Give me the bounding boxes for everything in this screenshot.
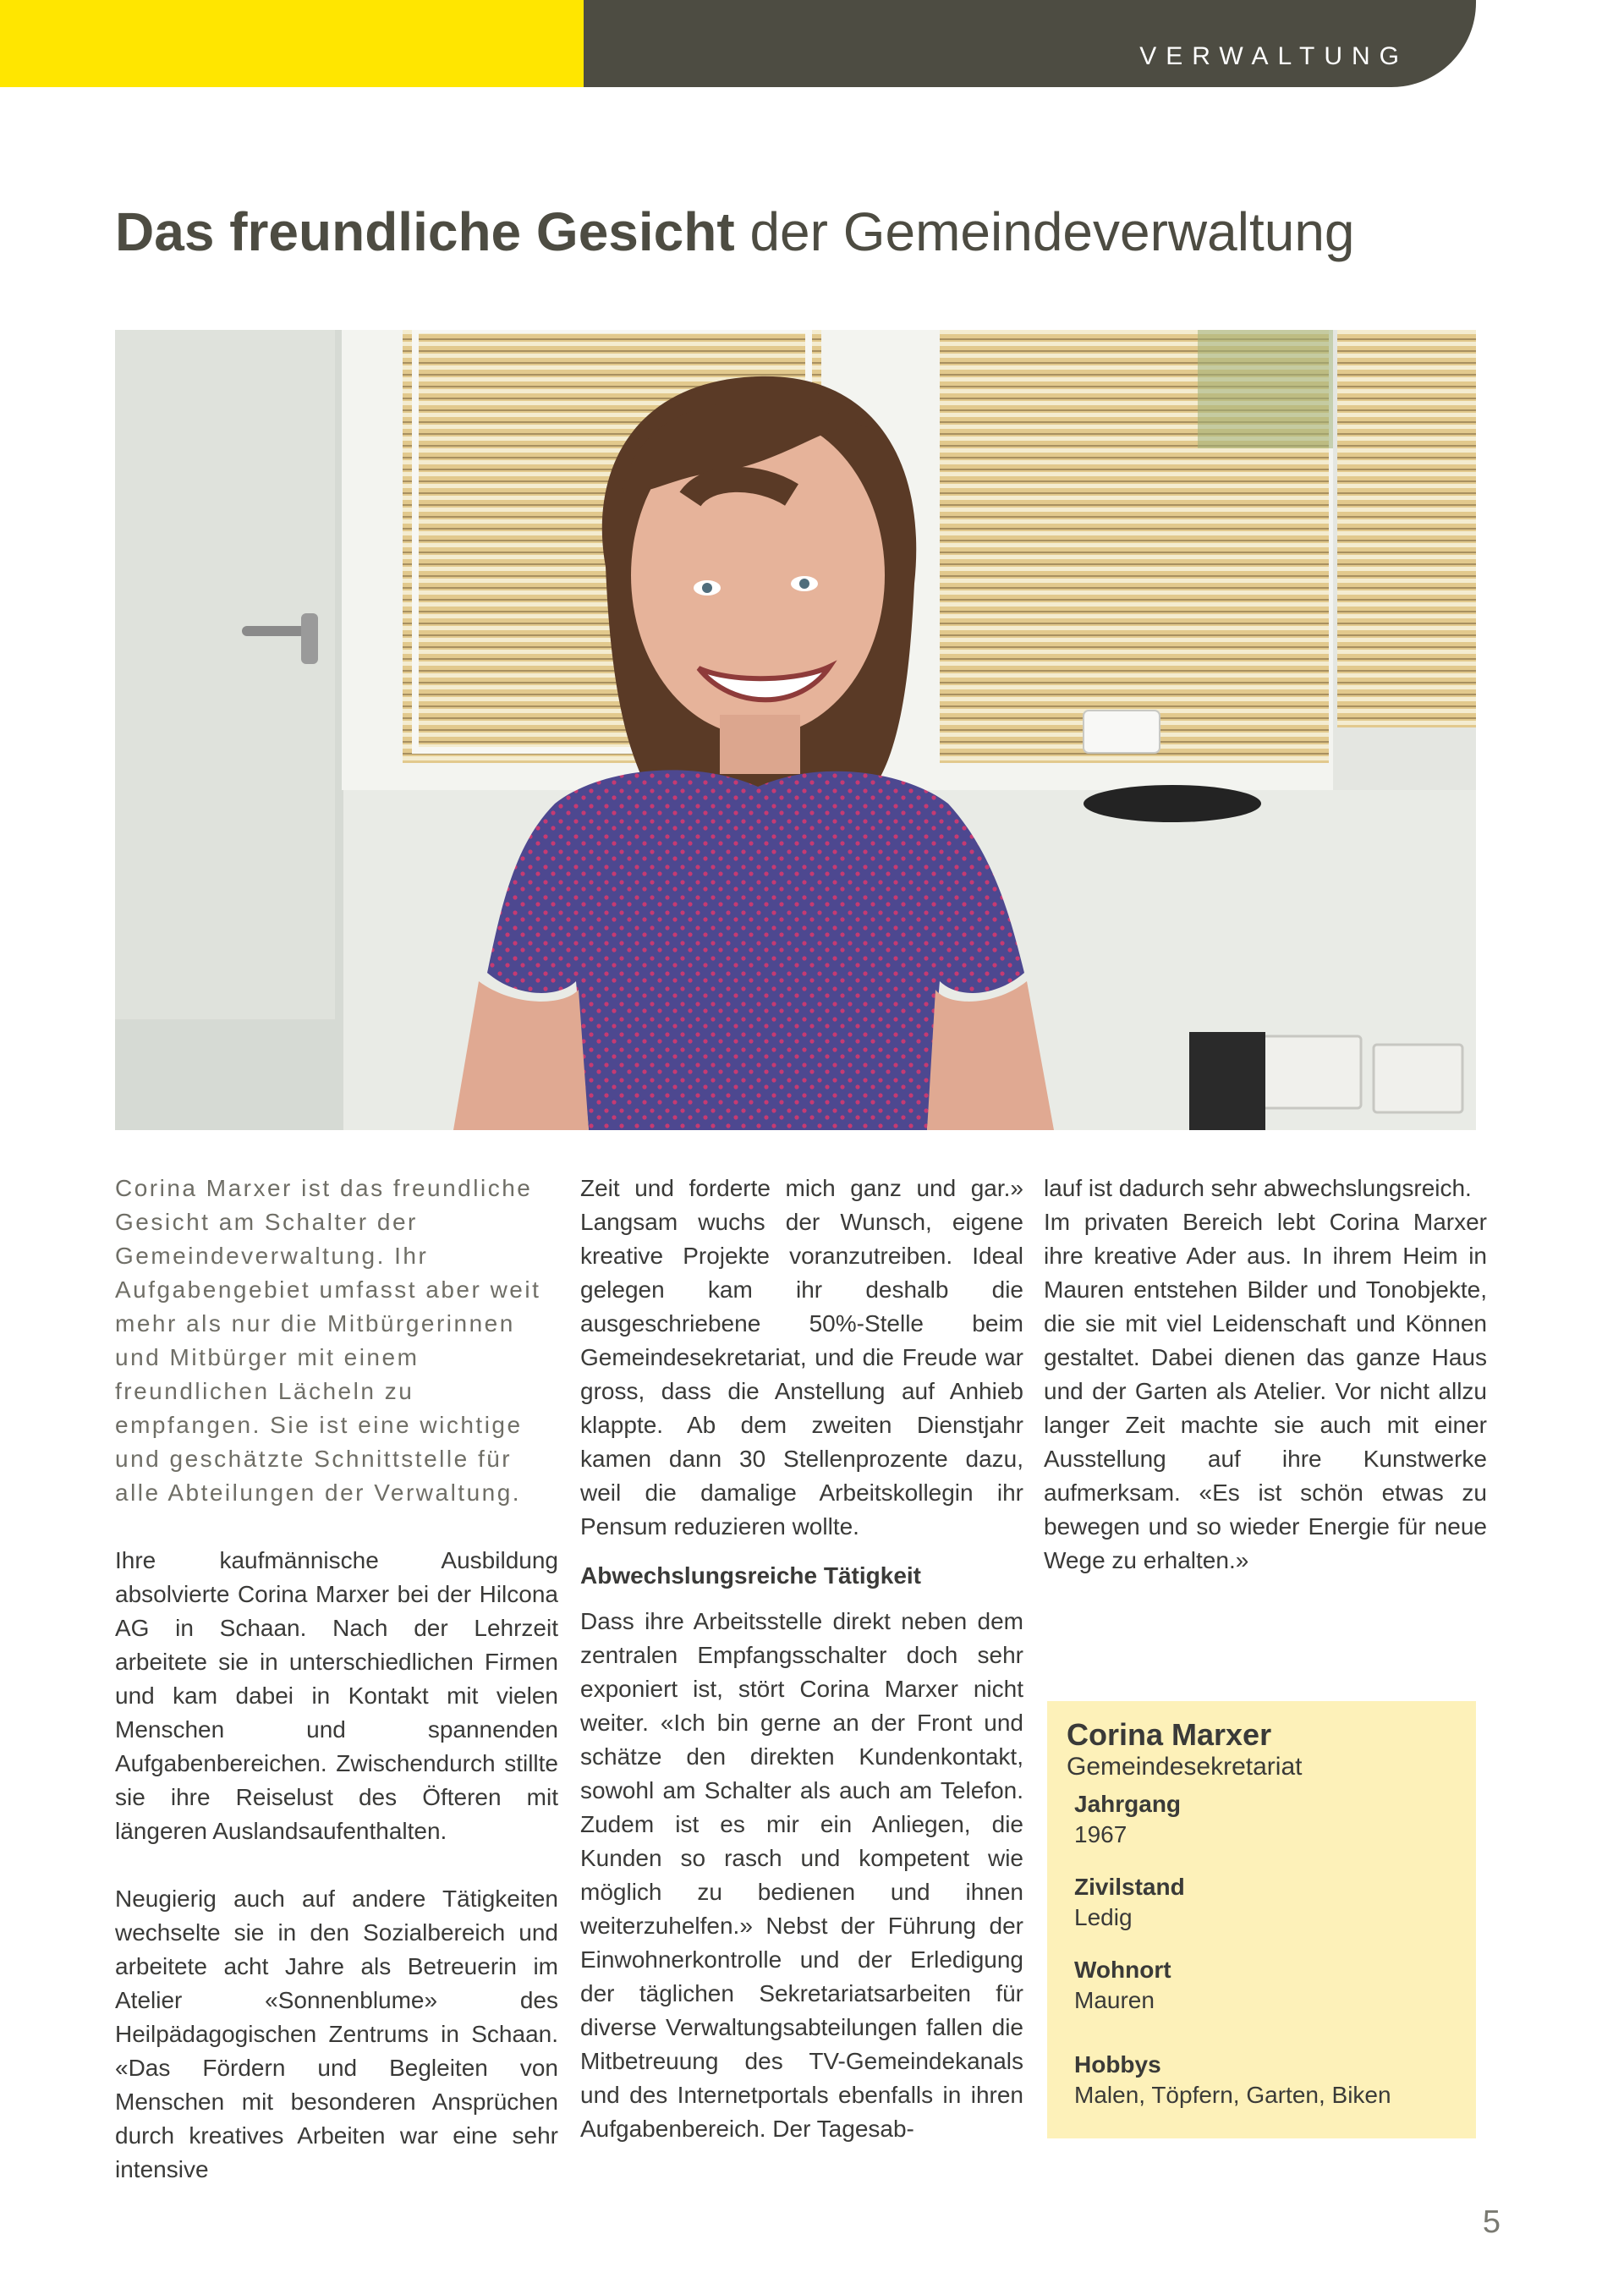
page-title xyxy=(115,200,1519,265)
profile-name: Corina Marxer xyxy=(1067,1717,1272,1752)
portrait-photo xyxy=(115,330,1476,1130)
header-accent-bar xyxy=(0,0,584,87)
fact-row xyxy=(1074,1789,1455,1850)
section-label: VERWALTUNG xyxy=(1139,42,1408,70)
article-paragraph: Im privaten Bereich lebt Corina Marxer ihre kreative Ader aus. In ihrem Heim in Mauren entstehen Bilder und Tonobjekte, die sie mit viel Leidenschaft und Können gestaltet. Dabei dienen das ganze Haus und der Garten als Atelier. Vor nicht allzu langer Zeit machte sie auch mit einer Ausstellung auf ihre Kunstwerke aufmerksam. «Es ist schön etwas zu bewegen und so wieder Energie für neue Wege zu erhalten.» xyxy=(1044,1209,1487,1573)
fact-label: Hobbys xyxy=(1074,2051,1161,2078)
article-paragraph: lauf ist dadurch sehr abwechslungsreich. xyxy=(1044,1175,1472,1201)
article-lead: Corina Marxer ist das freundliche Gesicht am Schalter der Gemeindeverwaltung. Ihr Aufgabengebiet umfasst aber weit mehr als nur die Mitbürgerinnen und Mitbürger mit einem freundlichen Lächeln zu empfangen. Sie ist eine wichtige und geschätzte Schnittstelle für alle Abteilungen der Verwaltung. xyxy=(115,1175,541,1506)
fact-label: Wohnort xyxy=(1074,1957,1171,1983)
fact-label: Zivilstand xyxy=(1074,1874,1185,1900)
fact-row xyxy=(1074,1872,1455,1933)
fact-value: 1967 xyxy=(1074,1821,1127,1847)
profile-factbox xyxy=(1047,1701,1476,2138)
fact-label: Jahrgang xyxy=(1074,1791,1182,1817)
fact-row xyxy=(1074,2050,1455,2111)
fact-value: Malen, Töpfern, Garten, Biken xyxy=(1074,2082,1391,2108)
profile-role: Gemeindesekretariat xyxy=(1067,1753,1303,1781)
page-title-regular: der Gemeindeverwaltung xyxy=(749,201,1355,262)
fact-value: Ledig xyxy=(1074,1904,1133,1930)
header-section-bar xyxy=(584,0,1476,87)
text-column-2 xyxy=(580,1172,1023,2146)
article-paragraph: Zeit und forderte mich ganz und gar.» Langsam wuchs der Wunsch, eigene kreative Projekte voranzutreiben. Ideal gelegen kam ihr deshalb die ausgeschriebene 50%-Stelle beim Gemeindesekretariat, und die Freude war gross, dass die Anstellung auf Anhieb klappte. Ab dem zweiten Dienstjahr kamen dann 30 Stellenprozente dazu, weil die damalige Arbeitskollegin ihr Pensum reduzieren wollte. xyxy=(580,1175,1023,1540)
article-paragraph: Neugierig auch auf andere Tätigkeiten wechselte sie in den Sozialbereich und arbeitete acht Jahre als Betreuerin im Atelier «Sonnenblume» des Heilpädagogischen Zentrums in Schaan. «Das Fördern und Begleiten von Menschen mit besonderen Ansprüchen durch kreatives Arbeiten war eine sehr intensive xyxy=(115,1886,558,2182)
article-paragraph: Ihre kaufmännische Ausbildung absolvierte Corina Marxer bei der Hilcona AG in Schaan. Nach der Lehrzeit arbeitete sie in unterschiedlichen Firmen und kam dabei in Kontakt mit vielen Menschen und spannenden Aufgabenbereichen. Zwischendurch stillte sie ihre Reiselust des Öfteren mit längeren Auslandsaufenthalten. xyxy=(115,1547,558,1844)
text-column-1 xyxy=(115,1172,558,2187)
fact-row xyxy=(1074,1955,1455,2016)
article-subheading: Abwechslungsreiche Tätigkeit xyxy=(580,1562,921,1589)
text-column-3 xyxy=(1044,1172,1487,1578)
page-number: 5 xyxy=(1482,2204,1501,2240)
fact-value: Mauren xyxy=(1074,1987,1155,2013)
article-paragraph: Dass ihre Arbeitsstelle direkt neben dem zentralen Empfangsschalter doch sehr exponiert ist, stört Corina Marxer nicht weiter. «Ich bin gerne an der Front und schätze den direkten Kundenkontakt, sowohl am Schalter als auch am Telefon. Zudem ist es mir ein Anliegen, die Kunden so rasch und kompetent wie möglich zu bedienen und ihnen weiterzuhelfen.» Nebst der Führung der Einwohnerkontrolle und der Erledigung der täglichen Sekretariatsarbeiten für diverse Verwaltungsabteilungen fallen die Mitbetreuung des TV-Gemeindekanals und des Internetportals ebenfalls in ihren Aufgabenbereich. Der Tagesab- xyxy=(580,1608,1023,2142)
page-title-bold: Das freundliche Gesicht xyxy=(115,201,735,262)
